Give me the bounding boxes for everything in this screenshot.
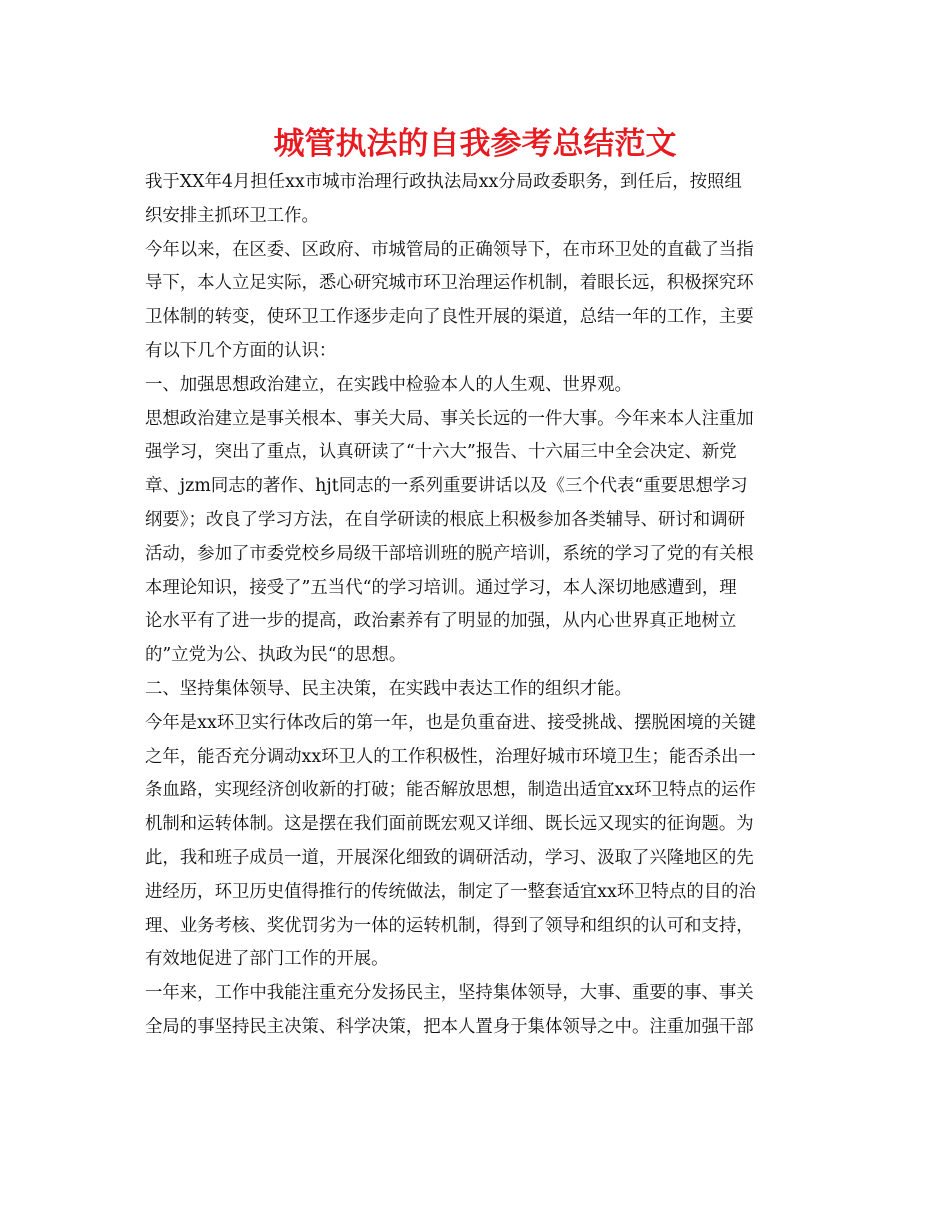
body-line: 织安排主抓环卫工作。 [145, 205, 319, 226]
body-line: 导下，本人立足实际，悉心研究城市环卫治理运作机制，着眼长远，积极探究环 [145, 273, 754, 294]
body-line: 本理论知识，接受了”五当代“的学习培训。通过学习，本人深切地感遭到，理 [145, 577, 737, 598]
section-heading-2: 二、坚持集体领导、民主决策，在实践中表达工作的组织才能。 [145, 678, 632, 699]
document-title: 城管执法的自我参考总结范文 [273, 126, 677, 162]
body-line: 有效地促进了部门工作的开展。 [145, 949, 389, 970]
body-line: 思想政治建立是事关根本、事关大局、事关长远的一件大事。今年来本人注重加 [145, 408, 754, 429]
body-line: 有以下几个方面的认识： [145, 340, 337, 361]
body-line: 理、业务考核、奖优罚劣为一体的运转机制，得到了领导和组织的认可和支持， [145, 915, 754, 936]
body-line: 论水平有了进一步的提高，政治素养有了明显的加强，从内心世界真正地树立 [145, 611, 737, 632]
body-line: 之年，能否充分调动xx环卫人的工作积极性，治理好城市环境卫生；能否杀出一 [145, 746, 756, 767]
body-line: 章、jzm同志的著作、hjt同志的一系列重要讲话以及《三个代表“重要思想学习 [145, 476, 748, 497]
body-line: 卫体制的转变，使环卫工作逐步走向了良性开展的渠道，总结一年的工作，主要 [145, 307, 754, 328]
body-line: 此，我和班子成员一道，开展深化细致的调研活动，学习、汲取了兴隆地区的先 [145, 847, 754, 868]
body-line: 纲要》；改良了学习方法，在自学研读的根底上积极参加各类辅导、研讨和调研 [145, 509, 745, 530]
body-line: 一年来，工作中我能注重充分发扬民主，坚持集体领导，大事、重要的事、事关 [145, 983, 754, 1004]
body-line: 进经历，环卫历史值得推行的传统做法，制定了一整套适宜xx环卫特点的目的治 [145, 881, 756, 902]
body-line: 活动，参加了市委党校乡局级干部培训班的脱产培训，系统的学习了党的有关根 [145, 543, 754, 564]
body-line: 全局的事坚持民主决策、科学决策，把本人置身于集体领导之中。注重加强干部 [145, 1016, 754, 1037]
section-heading-1: 一、加强思想政治建立，在实践中检验本人的人生观、世界观。 [145, 374, 632, 395]
body-line: 今年是xx环卫实行体改后的第一年，也是负重奋进、接受挑战、摆脱困境的关键 [145, 712, 756, 733]
body-line: 条血路，实现经济创收新的打破；能否解放思想，制造出适宜xx环卫特点的运作 [145, 780, 756, 801]
body-line: 强学习，突出了重点，认真研读了“十六大”报告、十六届三中全会决定、新党 [145, 442, 737, 463]
body-line: 机制和运转体制。这是摆在我们面前既宏观又详细、既长远又现实的征询题。为 [145, 814, 754, 835]
body-line: 我于XX年4月担任xx市城市治理行政执法局xx分局政委职务，到任后，按照组 [145, 172, 742, 192]
document-body [145, 166, 810, 1045]
body-line: 今年以来，在区委、区政府、市城管局的正确领导下，在市环卫处的直截了当指 [145, 239, 754, 260]
body-line: 的”立党为公、执政为民“的思想。 [145, 645, 407, 666]
